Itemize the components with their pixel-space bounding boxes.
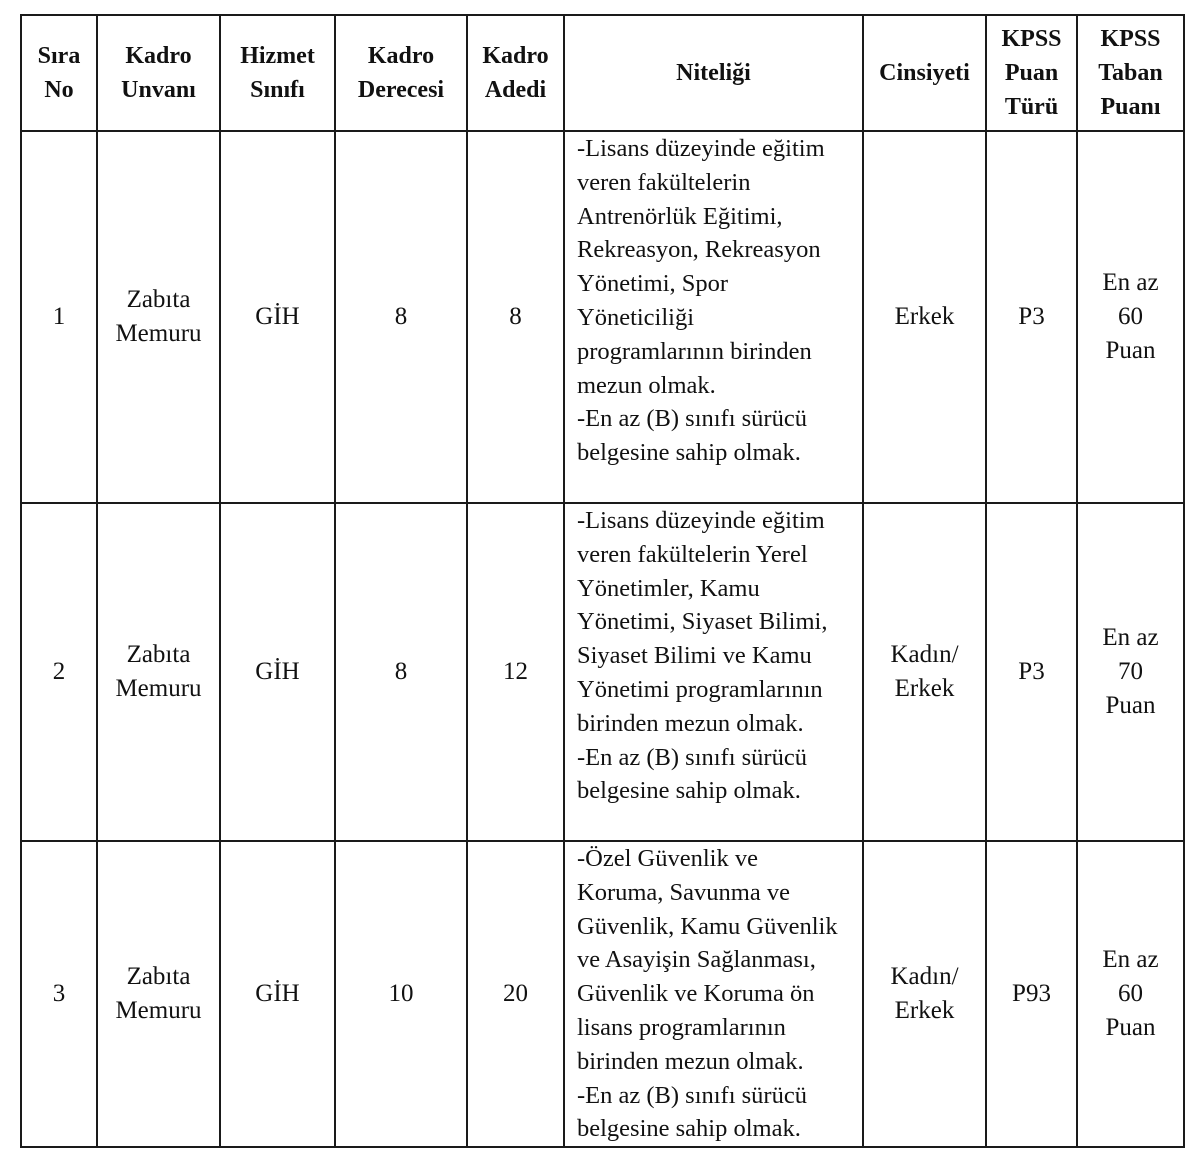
cell-sira-no: 2 [21,503,97,841]
cell-sira-no: 1 [21,131,97,503]
header-cinsiyeti: Cinsiyeti [863,15,986,131]
header-kadro-derecesi: Kadro Derecesi [335,15,467,131]
cell-kadro-derecesi: 10 [335,841,467,1147]
cell-cinsiyeti: Erkek [863,131,986,503]
cell-hizmet-sinifi: GİH [220,131,335,503]
cell-hizmet-sinifi: GİH [220,841,335,1147]
table-row [21,131,1184,503]
header-niteligi: Niteliği [564,15,863,131]
cell-kpss-puan-turu: P93 [986,841,1077,1147]
cell-kadro-adedi: 12 [467,503,564,841]
cell-niteligi: -Lisans düzeyinde eğitim veren fakültelerin Yerel Yönetimler, Kamu Yönetimi, Siyaset Bilimi, Siyaset Bilimi ve Kamu Yönetimi programlarının birinden mezun olmak. -En az (B) sınıfı sürücü belgesine sahip olmak. [564,503,863,841]
header-kpss-puan-turu: KPSS Puan Türü [986,15,1077,131]
cell-kpss-taban-puani: En az 60 Puan [1077,131,1184,503]
header-sira-no: Sıra No [21,15,97,131]
cell-kadro-adedi: 8 [467,131,564,503]
cell-kadro-adedi: 20 [467,841,564,1147]
cell-kadro-derecesi: 8 [335,131,467,503]
cell-kadro-unvani: Zabıta Memuru [97,503,220,841]
header-row [21,15,1184,131]
cell-kpss-puan-turu: P3 [986,131,1077,503]
cell-kpss-taban-puani: En az 60 Puan [1077,841,1184,1147]
cell-cinsiyeti: Kadın/ Erkek [863,503,986,841]
header-kadro-adedi: Kadro Adedi [467,15,564,131]
cell-niteligi: -Özel Güvenlik ve Koruma, Savunma ve Güvenlik, Kamu Güvenlik ve Asayişin Sağlanması, Güvenlik ve Koruma ön lisans programlarının birinden mezun olmak. -En az (B) sınıfı sürücü belgesine sahip olmak. [564,841,863,1147]
header-hizmet-sinifi: Hizmet Sınıfı [220,15,335,131]
header-kadro-unvani: Kadro Unvanı [97,15,220,131]
cell-niteligi: -Lisans düzeyinde eğitim veren fakültelerin Antrenörlük Eğitimi, Rekreasyon, Rekreasyon Yönetimi, Spor Yöneticiliği programlarının birinden mezun olmak. -En az (B) sınıfı sürücü belgesine sahip olmak. [564,131,863,503]
header-kpss-taban-puani: KPSS Taban Puanı [1077,15,1184,131]
cell-kadro-unvani: Zabıta Memuru [97,131,220,503]
cell-sira-no: 3 [21,841,97,1147]
cell-kpss-taban-puani: En az 70 Puan [1077,503,1184,841]
cell-kadro-unvani: Zabıta Memuru [97,841,220,1147]
table-row [21,841,1184,1147]
cell-kadro-derecesi: 8 [335,503,467,841]
cell-hizmet-sinifi: GİH [220,503,335,841]
cell-cinsiyeti: Kadın/ Erkek [863,841,986,1147]
cell-kpss-puan-turu: P3 [986,503,1077,841]
table-row [21,503,1184,841]
kadro-table-wrapper [20,14,1185,1148]
kadro-table [20,14,1185,1148]
